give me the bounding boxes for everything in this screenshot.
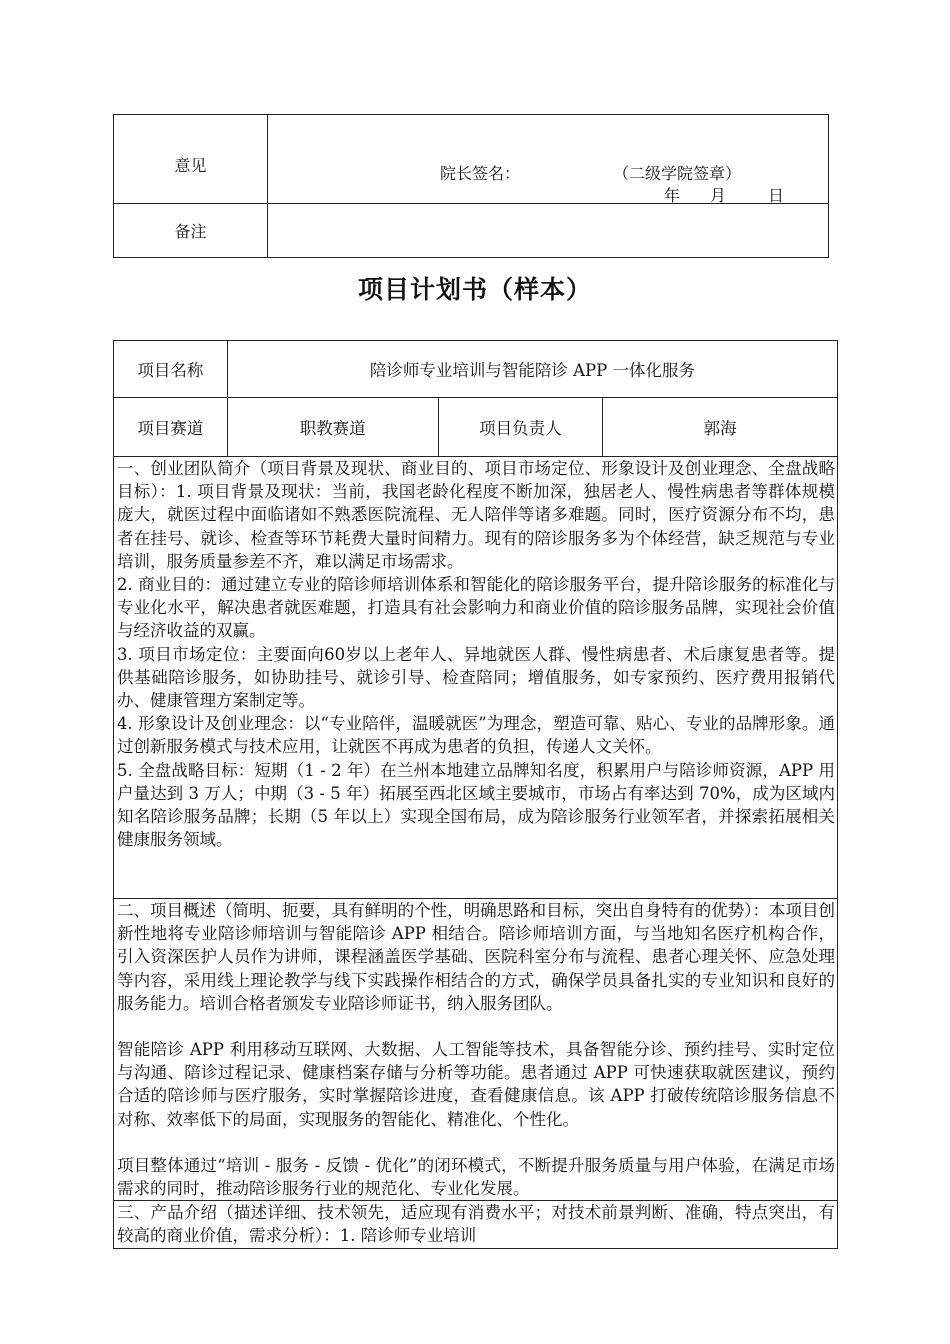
- section-team-image: 4. 形象设计及创业理念：以“专业陪伴，温暖就医”为理念，塑造可靠、贴心、专业的品牌形象。通过创新服务模式与技术应用，让就医不再成为患者的负担，传递人文关怀。: [117, 714, 835, 757]
- section-team-intro: [117, 457, 835, 573]
- section-product-training: 1. 陪诊师专业培训: [339, 1226, 477, 1246]
- signature-label: 院长签名：: [440, 164, 521, 183]
- section-team-heading: 一、创业团队简介（项目背景及现状、商业目的、项目市场定位、形象设计及创业理念、全盘战略目标）：: [117, 459, 835, 502]
- section-overview-heading: 二、项目概述（简明、扼要，具有鲜明的个性，明确思路和目标，突出自身特有的优势）：: [117, 901, 769, 920]
- approval-table: [113, 114, 829, 258]
- section-team-business: 2. 商业目的：通过建立专业的陪诊师培训体系和智能化的陪诊服务平台，提升陪诊服务的标准化与专业化水平，解决患者就医难题，打造具有社会影响力和商业价值的陪诊服务品牌，实现社会价值与经济收益的双赢。: [117, 575, 835, 641]
- date-month: 月: [710, 186, 727, 205]
- section-overview-app: 智能陪诊 APP 利用移动互联网、大数据、人工智能等技术，具备智能分诊、预约挂号、实时定位与沟通、陪诊过程记录、健康档案存储与分析等功能。患者通过 APP 可快速获取就医建议，预约合适的陪诊师与医疗服务，实时掌握陪诊进度，查看健康信息。该 APP 打破传统陪诊服务信息不对称、效率低下的局面，实现服务的智能化、精准化、个性化。: [117, 1040, 835, 1129]
- track-label: 项目赛道: [114, 398, 228, 457]
- track-value: 职教赛道: [227, 398, 438, 457]
- project-name-label: 项目名称: [114, 341, 228, 398]
- section-team-market: 3. 项目市场定位：主要面向60岁以上老年人、异地就医人群、慢性病患者、术后康复患者等。提供基础陪诊服务，如协助挂号、就诊引导、检查陪同；增值服务，如专家预约、医疗费用报销代办、健康管理方案制定等。: [117, 644, 835, 711]
- section-product-intro: [117, 1201, 835, 1247]
- opinion-label: 意见: [114, 115, 268, 204]
- opinion-cell: [268, 115, 829, 204]
- doc-title: 项目计划书（样本）: [357, 275, 592, 304]
- leader-value: 郭海: [603, 398, 838, 457]
- section-overview-training: 本项目创新性地将专业陪诊师培训与智能陪诊 APP 相结合。陪诊师培训方面，与当地知名医疗机构合作，引入资深医护人员作为讲师，课程涵盖医学基础、医院科室分布与流程、患者心理关怀、应急处理等内容，采用线上理论教学与线下实践操作相结合的方式，确保学员具备扎实的专业知识和良好的服务能力。培训合格者颁发专业陪诊师证书，纳入服务团队。: [117, 901, 836, 1013]
- section-product-heading: 三、产品介绍（描述详细、技术领先，适应现有消费水平；对技术前景判断、准确，特点突出，有较高的商业价值，需求分析）：: [117, 1203, 835, 1246]
- plan-table: [113, 340, 838, 1249]
- stamp-label: （二级学院签章）: [613, 164, 742, 183]
- section-overview-loop: 项目整体通过“培训 - 服务 - 反馈 - 优化”的闭环模式，不断提升服务质量与用户体验，在满足市场需求的同时，推动陪诊服务行业的规范化、专业化发展。: [117, 1155, 835, 1199]
- section-product: [114, 1201, 838, 1248]
- remark-label: 备注: [114, 204, 268, 258]
- date-year: 年: [664, 186, 681, 205]
- section-overview-intro: [117, 899, 835, 1015]
- section-team-background: 1. 项目背景及现状：当前，我国老龄化程度不断加深，独居老人、慢性病患者等群体规模庞大，就医过程中面临诸如不熟悉医院流程、无人陪伴等诸多难题。同时，医疗资源分布不均，患者在挂号、就诊、检查等环节耗费大量时间精力。现有的陪诊服务多为个体经营，缺乏规范与专业培训，服务质量参差不齐，难以满足市场需求。: [117, 482, 835, 571]
- remark-cell[interactable]: [268, 204, 829, 258]
- section-overview: [114, 899, 838, 1201]
- section-team-strategy: 5. 全盘战略目标：短期（1 - 2 年）在兰州本地建立品牌知名度，积累用户与陪诊师资源，APP 用户量达到 3 万人；中期（3 - 5 年）拓展至西北区域主要城市，市场占有率达到 70%，成为区域内知名陪诊服务品牌；长期（5 年以上）实现全国布局，成为陪诊服务行业领军者，并探索拓展相关健康服务领域。: [117, 760, 835, 850]
- project-name-value: 陪诊师专业培训与智能陪诊 APP 一体化服务: [227, 341, 837, 398]
- leader-label: 项目负责人: [438, 398, 603, 457]
- date-day: 日: [768, 186, 785, 205]
- section-team: [114, 457, 838, 899]
